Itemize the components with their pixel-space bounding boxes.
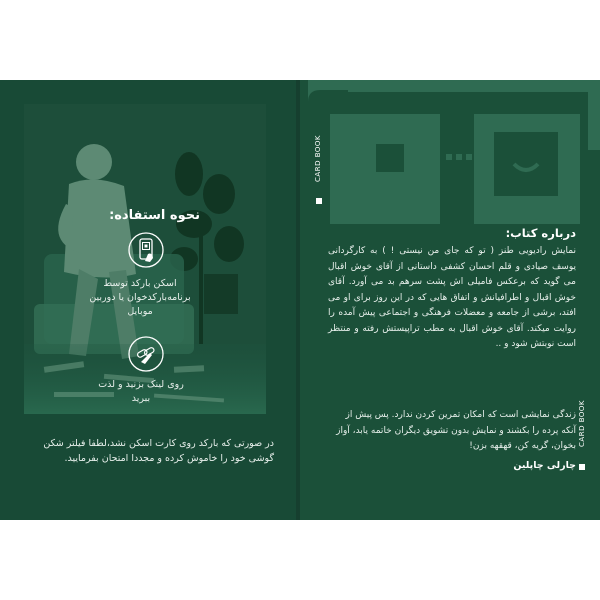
howto-title: نحوه استفاده: xyxy=(109,208,200,223)
hand-tap-icon xyxy=(128,336,164,372)
book-card-spread xyxy=(0,80,600,520)
brand-square-top xyxy=(316,198,322,204)
about-text: نمایش رادیویی طنز ( تو که جای من نیستی ! ) به کارگردانی یوسف صیادی و قلم احسان کشفی داستانی از آقای خوش اقبال می گوید که برعکس فامیلی اش پشت سرهم بد می آورد. آقای خوش اقبال و اطرافیانش و اتفاق هایی که در این روز برای او می افتد، برشی از جامعه و معضلات فرهنگی و اجتماعی پیش آمده را روایت میکند. آقای خوش اقبال به مطب تراپیستش رفته و منتظر است نوبتش شود و .. xyxy=(328,246,576,349)
step1-text: اسکن بارکد توسط برنامه‌بارکدخوان یا دوربین موبایل xyxy=(89,278,191,317)
phone-scan-icon xyxy=(128,232,164,268)
brand-square-bottom xyxy=(579,464,585,470)
quote-author: چارلی چاپلین xyxy=(513,460,576,471)
step2-text: روی لینک بزنید و لذت ببرید xyxy=(98,379,184,404)
scan-note: در صورتی که بارکد روی کارت اسکن نشد،لطفا فیلتر شکن گوشی خود را خاموش کرده و مجددا امتحان بفرمایید. xyxy=(43,438,274,464)
back-page xyxy=(0,80,298,520)
brand-label-bottom: CARD BOOK xyxy=(578,400,586,447)
logo-shape xyxy=(298,80,600,230)
front-page xyxy=(298,80,600,520)
brand-label-top: CARD BOOK xyxy=(314,135,322,182)
about-title: درباره کتاب: xyxy=(505,226,576,240)
quote-text: زندگی نمایشی است که امکان تمرین کردن ندارد. پس پیش از آنکه پرده را بکشند و نمایش بدون تشویق دیگران خاتمه یابد، آواز بخوان، گریه کن، قهقهه بزن! xyxy=(336,410,576,451)
book-spine xyxy=(296,80,300,520)
card-book-logo xyxy=(298,80,600,230)
